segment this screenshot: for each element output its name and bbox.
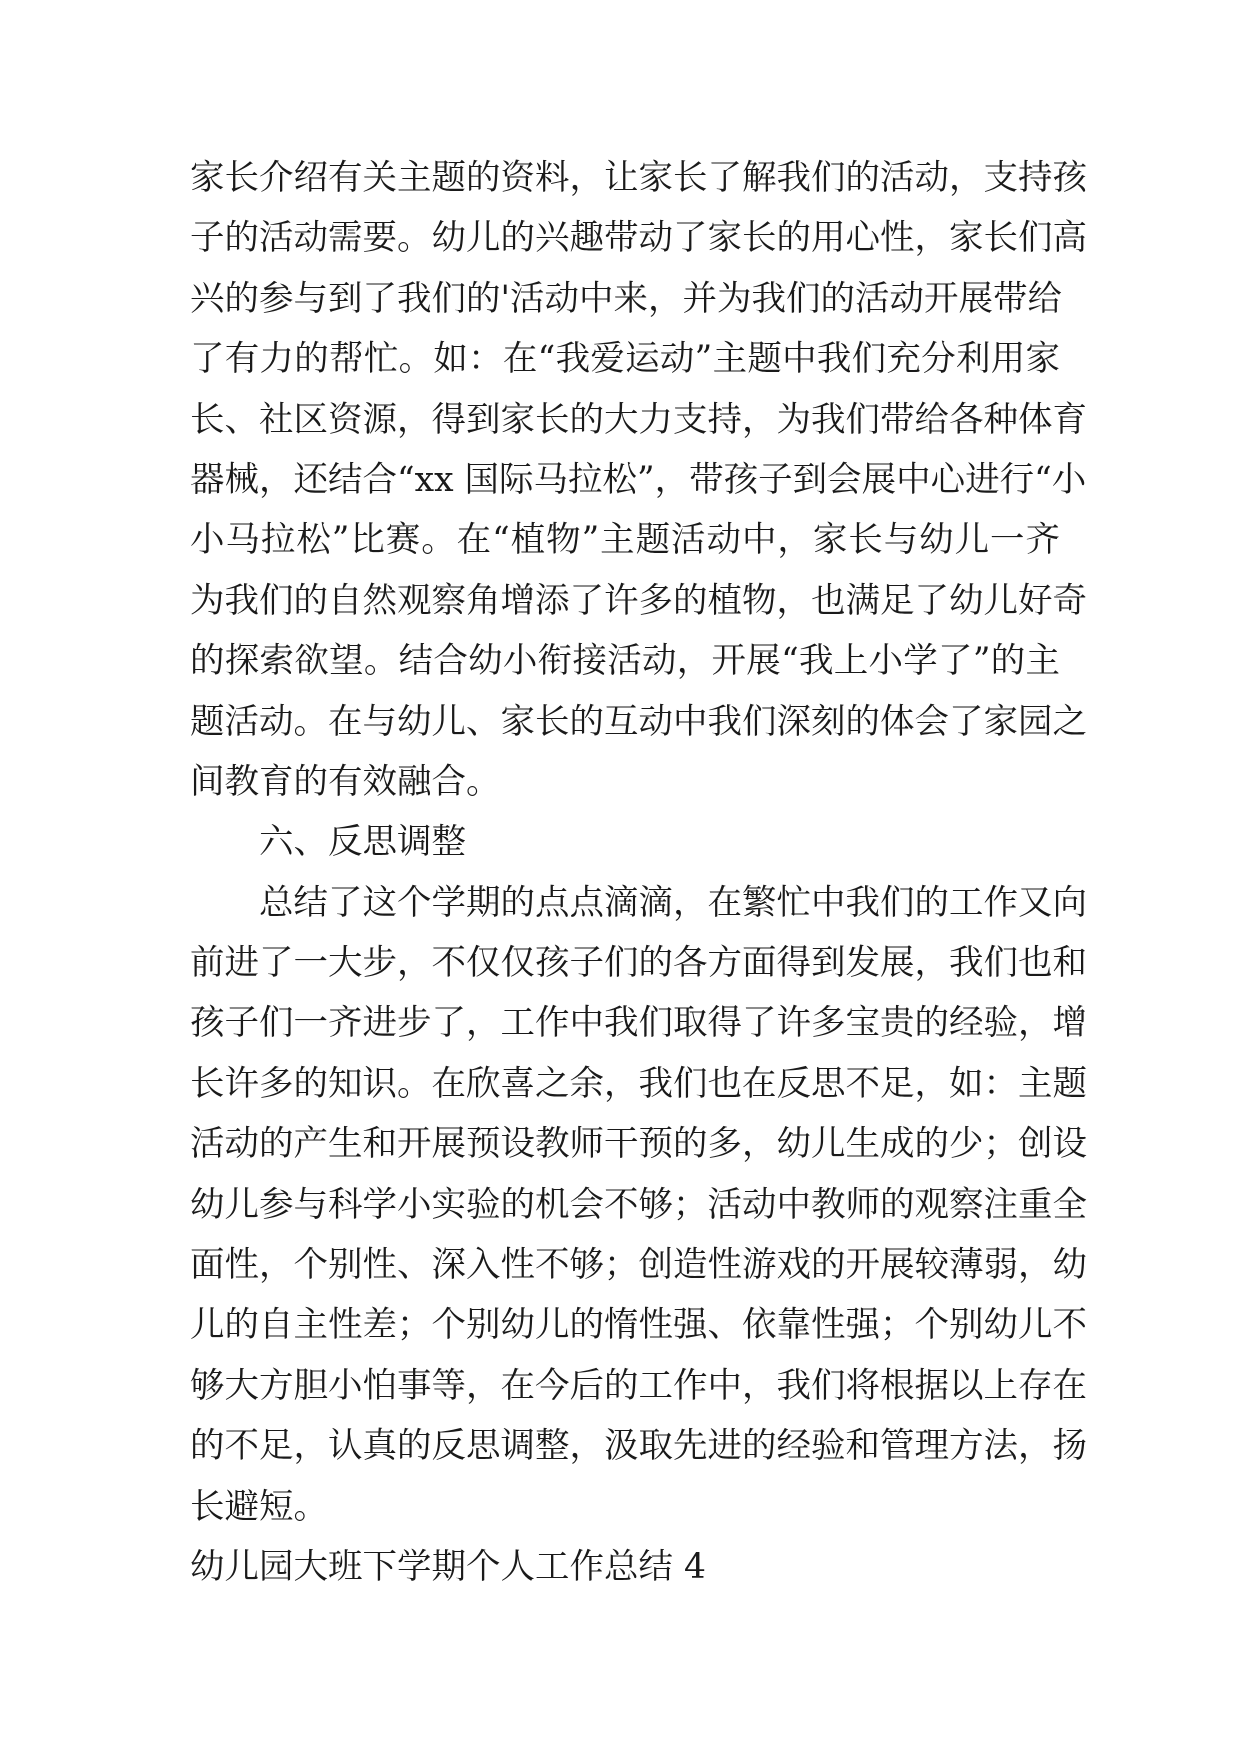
text-line: 家长介绍有关主题的资料，让家长了解我们的活动，支持孩 (190, 158, 1087, 198)
text-line: 总结了这个学期的点点滴滴，在繁忙中我们的工作又向 (259, 882, 1087, 923)
text-line: 幼儿参与科学小实验的机会不够；活动中教师的观察注重全 (190, 1184, 1087, 1225)
text-line: 题活动。在与幼儿、家长的互动中我们深刻的体会了家园之 (190, 701, 1087, 742)
text-line: 儿的自主性差；个别幼儿的惰性强、依靠性强；个别幼儿不 (190, 1305, 1087, 1346)
text-line: 够大方胆小怕事等，在今后的工作中，我们将根据以上存在 (190, 1365, 1087, 1406)
text-line: 长许多的知识。在欣喜之余，我们也在反思不足，如：主题 (190, 1063, 1087, 1104)
text-line: 长、社区资源，得到家长的大力支持，为我们带给各种体育 (190, 399, 1087, 440)
text-line: 的不足，认真的反思调整，汲取先进的经验和管理方法，扬 (190, 1426, 1087, 1467)
text-line: 器械，还结合“xx 国际马拉松”，带孩子到会展中心进行“小 (190, 459, 1087, 500)
text-line: 孩子们一齐进步了，工作中我们取得了许多宝贵的经验，增 (190, 1003, 1087, 1044)
text-line: 活动的产生和开展预设教师干预的多，幼儿生成的少；创设 (190, 1124, 1087, 1165)
text-line: 兴的参与到了我们的'活动中来，并为我们的活动开展带给 (190, 278, 1062, 319)
text-line: 为我们的自然观察角增添了许多的植物，也满足了幼儿好奇 (190, 580, 1087, 621)
text-line: 了有力的帮忙。如：在“我爱运动”主题中我们充分利用家 (190, 339, 1060, 380)
paragraph-reflection (190, 873, 1087, 1537)
section-heading: 六、反思调整 (259, 822, 466, 863)
text-line: 子的活动需要。幼儿的兴趣带动了家长的用心性，家长们高 (190, 218, 1087, 259)
text-line: 间教育的有效融合。 (190, 761, 501, 802)
text-line: 长避短。 (190, 1486, 328, 1527)
text-line: 小马拉松”比赛。在“植物”主题活动中，家长与幼儿一齐 (190, 520, 1060, 561)
next-section-title: 幼儿园大班下学期个人工作总结 4 (190, 1546, 706, 1587)
document-body (190, 148, 1087, 1597)
text-line: 前进了一大步，不仅仅孩子们的各方面得到发展，我们也和 (190, 943, 1087, 984)
text-line: 面性，个别性、深入性不够；创造性游戏的开展较薄弱，幼 (190, 1245, 1087, 1286)
paragraph-home-school-cooperation (190, 148, 1087, 812)
text-line: 的探索欲望。结合幼小衔接活动，开展“我上小学了”的主 (190, 641, 1060, 682)
